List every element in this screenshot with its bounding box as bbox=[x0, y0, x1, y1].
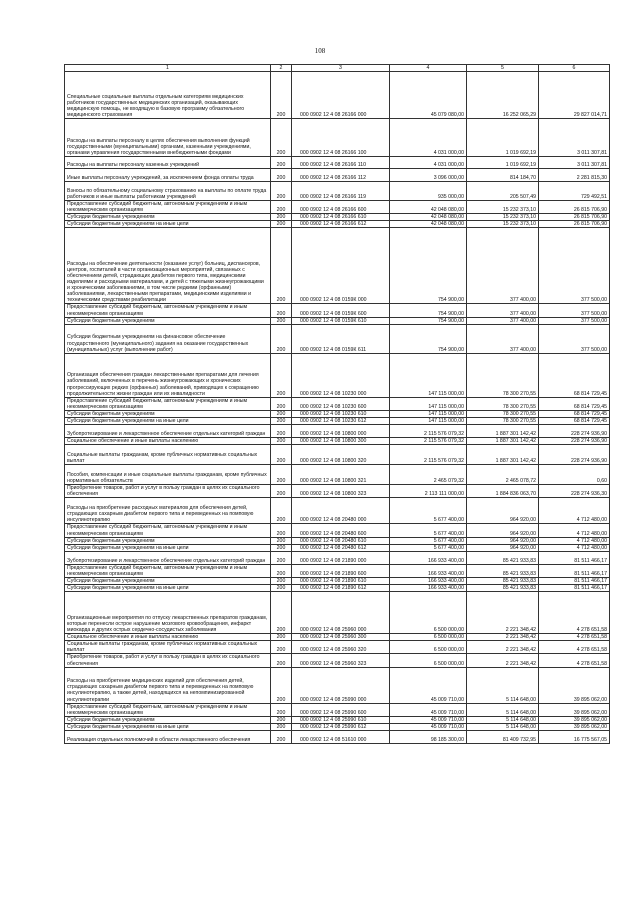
expense-name-cell: Субсидии бюджетным учреждениям bbox=[65, 716, 271, 723]
table-row bbox=[65, 157, 610, 169]
unexecuted-amount-cell: 3 011 307,81 bbox=[539, 119, 610, 157]
approved-budget-cell: 45 009 710,00 bbox=[390, 667, 467, 703]
executed-amount-cell: 78 300 270,55 bbox=[467, 418, 539, 425]
admin-code-cell: 200 bbox=[271, 592, 292, 634]
budget-classification-code-cell: 000 0902 12 4 08 21890 000 bbox=[292, 551, 390, 564]
executed-amount-cell: 5 114 648,00 bbox=[467, 703, 539, 716]
table-row bbox=[65, 723, 610, 730]
admin-code-cell: 200 bbox=[271, 72, 292, 119]
budget-classification-code-cell: 000 0902 12 4 08 26166 119 bbox=[292, 182, 390, 201]
budget-classification-code-cell: 000 0902 12 4 08 25960 000 bbox=[292, 592, 390, 634]
unexecuted-amount-cell: 729 492,51 bbox=[539, 182, 610, 201]
expense-name-cell: Расходы на выплаты персоналу казенных учреждений bbox=[65, 157, 271, 169]
budget-classification-code-cell: 000 0902 12 4 08 10230 000 bbox=[292, 353, 390, 397]
column-header: 1 bbox=[65, 65, 271, 72]
unexecuted-amount-cell: 68 814 729,45 bbox=[539, 418, 610, 425]
budget-classification-code-cell: 000 0902 12 4 08 0159К 611 bbox=[292, 324, 390, 353]
column-header: 6 bbox=[539, 65, 610, 72]
unexecuted-amount-cell: 39 895 062,00 bbox=[539, 716, 610, 723]
table-row bbox=[65, 397, 610, 410]
executed-amount-cell: 85 421 933,83 bbox=[467, 551, 539, 564]
budget-classification-code-cell: 000 0902 12 4 08 25990 600 bbox=[292, 703, 390, 716]
unexecuted-amount-cell: 29 827 014,71 bbox=[539, 72, 610, 119]
expense-name-cell: Субсидии бюджетным учреждениям bbox=[65, 410, 271, 417]
approved-budget-cell: 45 009 710,00 bbox=[390, 716, 467, 723]
unexecuted-amount-cell: 4 278 651,58 bbox=[539, 592, 610, 634]
unexecuted-amount-cell: 228 274 936,90 bbox=[539, 445, 610, 465]
executed-amount-cell: 1 887 301 142,42 bbox=[467, 425, 539, 438]
admin-code-cell: 200 bbox=[271, 577, 292, 584]
executed-amount-cell: 85 421 933,83 bbox=[467, 585, 539, 592]
table-row bbox=[65, 634, 610, 641]
budget-classification-code-cell: 000 0902 12 4 08 26166 100 bbox=[292, 119, 390, 157]
admin-code-cell: 200 bbox=[271, 438, 292, 445]
approved-budget-cell: 166 933 400,00 bbox=[390, 577, 467, 584]
approved-budget-cell: 42 048 080,00 bbox=[390, 221, 467, 228]
unexecuted-amount-cell: 16 775 567,05 bbox=[539, 731, 610, 744]
expense-name-cell: Организационные мероприятия по отпуску лекарственных препаратов гражданам, которые перенесли острое нарушение мозгового кровообращения, инфаркт миокарда и других острых сердечно-сосудистых заболевания bbox=[65, 592, 271, 634]
budget-classification-code-cell: 000 0902 12 4 08 0159К 610 bbox=[292, 317, 390, 324]
executed-amount-cell: 1 884 836 063,70 bbox=[467, 485, 539, 498]
unexecuted-amount-cell: 68 814 729,45 bbox=[539, 410, 610, 417]
admin-code-cell: 200 bbox=[271, 201, 292, 214]
approved-budget-cell: 754 900,00 bbox=[390, 324, 467, 353]
approved-budget-cell: 147 115 000,00 bbox=[390, 353, 467, 397]
table-row bbox=[65, 201, 610, 214]
admin-code-cell: 200 bbox=[271, 634, 292, 641]
budget-classification-code-cell: 000 0902 12 4 08 25960 320 bbox=[292, 641, 390, 654]
unexecuted-amount-cell: 0,60 bbox=[539, 465, 610, 485]
expense-name-cell: Субсидии бюджетным учреждениям bbox=[65, 317, 271, 324]
admin-code-cell: 200 bbox=[271, 731, 292, 744]
admin-code-cell: 200 bbox=[271, 353, 292, 397]
expense-name-cell: Субсидии бюджетным учреждениям на иные цели bbox=[65, 221, 271, 228]
column-header: 4 bbox=[390, 65, 467, 72]
executed-amount-cell: 1 019 692,19 bbox=[467, 119, 539, 157]
approved-budget-cell: 754 900,00 bbox=[390, 304, 467, 317]
admin-code-cell: 200 bbox=[271, 716, 292, 723]
admin-code-cell: 200 bbox=[271, 551, 292, 564]
budget-classification-code-cell: 000 0902 12 4 08 26166 112 bbox=[292, 169, 390, 182]
executed-amount-cell: 85 421 933,83 bbox=[467, 564, 539, 577]
approved-budget-cell: 147 115 000,00 bbox=[390, 410, 467, 417]
executed-amount-cell: 1 887 301 142,42 bbox=[467, 445, 539, 465]
expense-name-cell: Субсидии бюджетным учреждениям на иные цели bbox=[65, 723, 271, 730]
column-number-row bbox=[65, 65, 610, 72]
admin-code-cell: 200 bbox=[271, 524, 292, 537]
expense-name-cell: Субсидии бюджетным учреждениям на иные цели bbox=[65, 544, 271, 551]
admin-code-cell: 200 bbox=[271, 119, 292, 157]
budget-classification-code-cell: 000 0902 12 4 08 25960 323 bbox=[292, 654, 390, 667]
unexecuted-amount-cell: 4 278 651,58 bbox=[539, 654, 610, 667]
table-row bbox=[65, 524, 610, 537]
table-row bbox=[65, 182, 610, 201]
unexecuted-amount-cell: 26 815 706,90 bbox=[539, 221, 610, 228]
budget-classification-code-cell: 000 0902 12 4 08 21890 600 bbox=[292, 564, 390, 577]
executed-amount-cell: 85 421 933,83 bbox=[467, 577, 539, 584]
executed-amount-cell: 377 400,00 bbox=[467, 228, 539, 304]
admin-code-cell: 200 bbox=[271, 544, 292, 551]
table-row bbox=[65, 564, 610, 577]
unexecuted-amount-cell: 4 712 480,00 bbox=[539, 524, 610, 537]
budget-classification-code-cell: 000 0902 12 4 08 10800 000 bbox=[292, 425, 390, 438]
expense-name-cell: Социальные выплаты гражданам, кроме публичных нормативных социальных выплат bbox=[65, 641, 271, 654]
expense-name-cell: Предоставление субсидий бюджетным, автономным учреждениям и иным некоммерческим организациям bbox=[65, 201, 271, 214]
unexecuted-amount-cell: 228 274 936,90 bbox=[539, 425, 610, 438]
budget-classification-code-cell: 000 0902 12 4 08 26166 612 bbox=[292, 221, 390, 228]
admin-code-cell: 200 bbox=[271, 465, 292, 485]
column-header: 2 bbox=[271, 65, 292, 72]
unexecuted-amount-cell: 26 815 706,90 bbox=[539, 201, 610, 214]
approved-budget-cell: 147 115 000,00 bbox=[390, 418, 467, 425]
executed-amount-cell: 5 114 648,00 bbox=[467, 667, 539, 703]
budget-classification-code-cell: 000 0902 12 4 08 20480 610 bbox=[292, 537, 390, 544]
table-row bbox=[65, 119, 610, 157]
table-row bbox=[65, 537, 610, 544]
approved-budget-cell: 3 096 000,00 bbox=[390, 169, 467, 182]
budget-classification-code-cell: 000 0902 12 4 08 0159К 000 bbox=[292, 228, 390, 304]
admin-code-cell: 200 bbox=[271, 703, 292, 716]
budget-classification-code-cell: 000 0902 12 4 08 25960 300 bbox=[292, 634, 390, 641]
approved-budget-cell: 5 677 400,00 bbox=[390, 498, 467, 524]
unexecuted-amount-cell: 377 500,00 bbox=[539, 317, 610, 324]
table-row bbox=[65, 418, 610, 425]
executed-amount-cell: 5 114 648,00 bbox=[467, 716, 539, 723]
approved-budget-cell: 45 009 710,00 bbox=[390, 703, 467, 716]
table-row bbox=[65, 641, 610, 654]
expense-name-cell: Приобретение товаров, работ и услуг в пользу граждан в целях их социального обеспечения bbox=[65, 485, 271, 498]
admin-code-cell: 200 bbox=[271, 324, 292, 353]
approved-budget-cell: 754 900,00 bbox=[390, 228, 467, 304]
executed-amount-cell: 377 400,00 bbox=[467, 317, 539, 324]
unexecuted-amount-cell: 2 281 815,30 bbox=[539, 169, 610, 182]
admin-code-cell: 200 bbox=[271, 228, 292, 304]
executed-amount-cell: 964 920,00 bbox=[467, 537, 539, 544]
budget-classification-code-cell: 000 0902 12 4 08 10230 612 bbox=[292, 418, 390, 425]
executed-amount-cell: 15 232 373,10 bbox=[467, 201, 539, 214]
budget-classification-code-cell: 000 0902 12 4 08 26166 610 bbox=[292, 214, 390, 221]
approved-budget-cell: 2 115 576 079,32 bbox=[390, 438, 467, 445]
executed-amount-cell: 964 920,00 bbox=[467, 498, 539, 524]
expense-name-cell: Субсидии бюджетным учреждениям bbox=[65, 577, 271, 584]
table-row bbox=[65, 731, 610, 744]
table-row bbox=[65, 214, 610, 221]
admin-code-cell: 200 bbox=[271, 641, 292, 654]
budget-classification-code-cell: 000 0902 12 4 08 20480 600 bbox=[292, 524, 390, 537]
column-header: 3 bbox=[292, 65, 390, 72]
unexecuted-amount-cell: 228 274 936,30 bbox=[539, 485, 610, 498]
executed-amount-cell: 964 920,00 bbox=[467, 524, 539, 537]
budget-classification-code-cell: 000 0902 12 4 08 51610 000 bbox=[292, 731, 390, 744]
unexecuted-amount-cell: 3 011 307,81 bbox=[539, 157, 610, 169]
unexecuted-amount-cell: 228 274 936,90 bbox=[539, 438, 610, 445]
approved-budget-cell: 45 079 080,00 bbox=[390, 72, 467, 119]
table-row bbox=[65, 353, 610, 397]
executed-amount-cell: 2 221 348,42 bbox=[467, 592, 539, 634]
table-row bbox=[65, 667, 610, 703]
executed-amount-cell: 78 300 270,55 bbox=[467, 410, 539, 417]
table-row bbox=[65, 169, 610, 182]
executed-amount-cell: 78 300 270,55 bbox=[467, 353, 539, 397]
approved-budget-cell: 935 000,00 bbox=[390, 182, 467, 201]
unexecuted-amount-cell: 4 278 651,58 bbox=[539, 634, 610, 641]
admin-code-cell: 200 bbox=[271, 654, 292, 667]
admin-code-cell: 200 bbox=[271, 498, 292, 524]
budget-classification-code-cell: 000 0902 12 4 08 21890 612 bbox=[292, 585, 390, 592]
table-row bbox=[65, 485, 610, 498]
table-row bbox=[65, 445, 610, 465]
unexecuted-amount-cell: 377 500,00 bbox=[539, 304, 610, 317]
unexecuted-amount-cell: 377 500,00 bbox=[539, 324, 610, 353]
executed-amount-cell: 377 400,00 bbox=[467, 324, 539, 353]
expense-name-cell: Иные выплаты персоналу учреждений, за исключением фонда оплаты труда bbox=[65, 169, 271, 182]
executed-amount-cell: 964 920,00 bbox=[467, 544, 539, 551]
admin-code-cell: 200 bbox=[271, 485, 292, 498]
expense-name-cell: Взносы по обязательному социальному страхованию на выплаты по оплате труда работников и иные выплаты работникам учреждений bbox=[65, 182, 271, 201]
unexecuted-amount-cell: 81 511 466,17 bbox=[539, 564, 610, 577]
expense-name-cell: Расходы на обеспечение деятельности (оказание услуг) больниц, диспансеров, центров, госпиталей в части организационных мероприятий, связанных с обеспечением детей, страдающих диабетом первого типа, медицинскими изделиями и расходными материалами, и детей с тяжелыми жизнеугрожающими и хроническими заболеваниями, в том числе редкими (орфанными) заболеваниями, лекарственными препаратами, медицинскими изделиями и техническими средствами реабилитации bbox=[65, 228, 271, 304]
executed-amount-cell: 205 507,49 bbox=[467, 182, 539, 201]
budget-classification-code-cell: 000 0902 12 4 08 25990 610 bbox=[292, 716, 390, 723]
expense-name-cell: Субсидии бюджетным учреждениям на иные цели bbox=[65, 585, 271, 592]
admin-code-cell: 200 bbox=[271, 537, 292, 544]
table-row bbox=[65, 72, 610, 119]
table-row bbox=[65, 228, 610, 304]
admin-code-cell: 200 bbox=[271, 214, 292, 221]
table-row bbox=[65, 465, 610, 485]
table-row bbox=[65, 592, 610, 634]
table-row bbox=[65, 498, 610, 524]
admin-code-cell: 200 bbox=[271, 182, 292, 201]
approved-budget-cell: 42 048 080,00 bbox=[390, 201, 467, 214]
admin-code-cell: 200 bbox=[271, 564, 292, 577]
expense-name-cell: Расходы на приобретение медицинских изделий для обеспечения детей, страдающих сахарным диабетом первого типа и переведенных на помповую инсулинотерапию, а также детей, находящихся на непомпинизированной инсулинотерапии bbox=[65, 667, 271, 703]
executed-amount-cell: 2 221 348,42 bbox=[467, 654, 539, 667]
expense-name-cell: Реализация отдельных полномочий в области лекарственного обеспечения bbox=[65, 731, 271, 744]
approved-budget-cell: 5 677 400,00 bbox=[390, 544, 467, 551]
approved-budget-cell: 6 500 000,00 bbox=[390, 641, 467, 654]
executed-amount-cell: 5 114 648,00 bbox=[467, 723, 539, 730]
budget-classification-code-cell: 000 0902 12 4 08 10230 600 bbox=[292, 397, 390, 410]
executed-amount-cell: 78 300 270,55 bbox=[467, 397, 539, 410]
budget-classification-code-cell: 000 0902 12 4 08 20480 000 bbox=[292, 498, 390, 524]
budget-classification-code-cell: 000 0902 12 4 08 21890 610 bbox=[292, 577, 390, 584]
table-row bbox=[65, 438, 610, 445]
approved-budget-cell: 166 933 400,00 bbox=[390, 551, 467, 564]
approved-budget-cell: 42 048 080,00 bbox=[390, 214, 467, 221]
table-row bbox=[65, 577, 610, 584]
expense-name-cell: Приобретение товаров, работ и услуг в пользу граждан в целях их социального обеспечения bbox=[65, 654, 271, 667]
executed-amount-cell: 814 184,70 bbox=[467, 169, 539, 182]
expense-name-cell: Предоставление субсидий бюджетным, автономным учреждениям и иным некоммерческим организациям bbox=[65, 397, 271, 410]
unexecuted-amount-cell: 4 712 480,00 bbox=[539, 537, 610, 544]
executed-amount-cell: 2 221 348,42 bbox=[467, 634, 539, 641]
approved-budget-cell: 6 500 000,00 bbox=[390, 654, 467, 667]
table-row bbox=[65, 410, 610, 417]
unexecuted-amount-cell: 81 511 466,17 bbox=[539, 551, 610, 564]
approved-budget-cell: 166 933 400,00 bbox=[390, 585, 467, 592]
unexecuted-amount-cell: 81 511 466,17 bbox=[539, 577, 610, 584]
approved-budget-cell: 5 677 400,00 bbox=[390, 537, 467, 544]
admin-code-cell: 200 bbox=[271, 723, 292, 730]
table-row bbox=[65, 324, 610, 353]
approved-budget-cell: 4 031 000,00 bbox=[390, 119, 467, 157]
table-row bbox=[65, 544, 610, 551]
budget-classification-code-cell: 000 0902 12 4 08 25990 000 bbox=[292, 667, 390, 703]
table-row bbox=[65, 654, 610, 667]
approved-budget-cell: 5 677 400,00 bbox=[390, 524, 467, 537]
unexecuted-amount-cell: 39 895 062,00 bbox=[539, 723, 610, 730]
admin-code-cell: 200 bbox=[271, 397, 292, 410]
table-row bbox=[65, 716, 610, 723]
approved-budget-cell: 2 115 576 079,32 bbox=[390, 445, 467, 465]
table-row bbox=[65, 551, 610, 564]
budget-classification-code-cell: 000 0902 12 4 08 26166 600 bbox=[292, 201, 390, 214]
expense-name-cell: Социальное обеспечение и иные выплаты населению bbox=[65, 634, 271, 641]
unexecuted-amount-cell: 377 500,00 bbox=[539, 228, 610, 304]
expense-name-cell: Субсидии бюджетным учреждениям на иные цели bbox=[65, 418, 271, 425]
unexecuted-amount-cell: 26 815 706,90 bbox=[539, 214, 610, 221]
expense-name-cell: Организация обеспечения граждан лекарственными препаратами для лечения заболеваний, включенных в перечень жизнеугрожающих и хронических прогрессирующих редких (орфанных) заболеваний, приводящих к сокращению продолжительности жизни граждан или их инвалидности bbox=[65, 353, 271, 397]
table-row bbox=[65, 703, 610, 716]
expense-name-cell: Зубопротезирование и лекарственное обеспечение отдельных категорий граждан bbox=[65, 551, 271, 564]
executed-amount-cell: 15 232 373,10 bbox=[467, 221, 539, 228]
budget-classification-code-cell: 000 0902 12 4 08 25990 612 bbox=[292, 723, 390, 730]
budget-classification-code-cell: 000 0902 12 4 08 10800 320 bbox=[292, 445, 390, 465]
executed-amount-cell: 1 887 301 142,42 bbox=[467, 438, 539, 445]
admin-code-cell: 200 bbox=[271, 445, 292, 465]
admin-code-cell: 200 bbox=[271, 304, 292, 317]
approved-budget-cell: 754 900,00 bbox=[390, 317, 467, 324]
table-row bbox=[65, 585, 610, 592]
unexecuted-amount-cell: 4 278 651,58 bbox=[539, 641, 610, 654]
approved-budget-cell: 147 115 000,00 bbox=[390, 397, 467, 410]
executed-amount-cell: 81 409 732,95 bbox=[467, 731, 539, 744]
table-row bbox=[65, 304, 610, 317]
admin-code-cell: 200 bbox=[271, 410, 292, 417]
unexecuted-amount-cell: 39 895 062,00 bbox=[539, 703, 610, 716]
expense-name-cell: Субсидии бюджетным учреждениям bbox=[65, 214, 271, 221]
expense-name-cell: Специальные социальные выплаты отдельным категориям медицинских работников государственных медицинских организаций, оказывающих медицинскую помощь, не входящую в базовую программу обязательного медицинского страхования bbox=[65, 72, 271, 119]
expense-name-cell: Расходы на выплаты персоналу в целях обеспечения выполнения функций государственными (муниципальными) органами, казенными учреждениями, органами управления государственными внебюджетными фондами bbox=[65, 119, 271, 157]
expense-name-cell: Предоставление субсидий бюджетным, автономным учреждениям и иным некоммерческим организациям bbox=[65, 564, 271, 577]
budget-classification-code-cell: 000 0902 12 4 08 10800 300 bbox=[292, 438, 390, 445]
executed-amount-cell: 16 252 065,29 bbox=[467, 72, 539, 119]
budget-classification-code-cell: 000 0902 12 4 08 10800 323 bbox=[292, 485, 390, 498]
admin-code-cell: 200 bbox=[271, 418, 292, 425]
table-row bbox=[65, 425, 610, 438]
budget-classification-code-cell: 000 0902 12 4 08 0159К 600 bbox=[292, 304, 390, 317]
unexecuted-amount-cell: 39 895 062,00 bbox=[539, 667, 610, 703]
budget-classification-code-cell: 000 0902 12 4 08 20480 612 bbox=[292, 544, 390, 551]
unexecuted-amount-cell: 81 511 466,17 bbox=[539, 585, 610, 592]
budget-classification-code-cell: 000 0902 12 4 08 10800 321 bbox=[292, 465, 390, 485]
approved-budget-cell: 98 185 300,00 bbox=[390, 731, 467, 744]
expense-name-cell: Предоставление субсидий бюджетным, автономным учреждениям и иным некоммерческим организациям bbox=[65, 304, 271, 317]
table-row bbox=[65, 317, 610, 324]
admin-code-cell: 200 bbox=[271, 425, 292, 438]
approved-budget-cell: 2 115 576 079,32 bbox=[390, 425, 467, 438]
budget-classification-code-cell: 000 0902 12 4 08 26166 000 bbox=[292, 72, 390, 119]
unexecuted-amount-cell: 4 712 480,00 bbox=[539, 544, 610, 551]
approved-budget-cell: 6 500 000,00 bbox=[390, 634, 467, 641]
admin-code-cell: 200 bbox=[271, 667, 292, 703]
expense-name-cell: Социальные выплаты гражданам, кроме публичных нормативных социальных выплат bbox=[65, 445, 271, 465]
budget-execution-table bbox=[64, 64, 610, 744]
expense-name-cell: Расходы на приобретение расходных материалов для обеспечения детей, страдающих сахарным диабетом первого типа и переведенных на помповую инсулинотерапию bbox=[65, 498, 271, 524]
approved-budget-cell: 2 465 079,32 bbox=[390, 465, 467, 485]
unexecuted-amount-cell: 4 712 480,00 bbox=[539, 498, 610, 524]
unexecuted-amount-cell: 68 814 729,45 bbox=[539, 353, 610, 397]
expense-name-cell: Предоставление субсидий бюджетным, автономным учреждениям и иным некоммерческим организациям bbox=[65, 703, 271, 716]
expense-name-cell: Субсидии бюджетным учреждениям на финансовое обеспечение государственного (муниципального) задания на оказание государственных (муниципальных) услуг (выполнение работ) bbox=[65, 324, 271, 353]
admin-code-cell: 200 bbox=[271, 317, 292, 324]
executed-amount-cell: 15 232 373,10 bbox=[467, 214, 539, 221]
expense-name-cell: Социальное обеспечение и иные выплаты населению bbox=[65, 438, 271, 445]
expense-name-cell: Пособия, компенсации и иные социальные выплаты гражданам, кроме публичных нормативных обязательств bbox=[65, 465, 271, 485]
approved-budget-cell: 2 113 111 000,00 bbox=[390, 485, 467, 498]
column-header: 5 bbox=[467, 65, 539, 72]
budget-classification-code-cell: 000 0902 12 4 08 10230 610 bbox=[292, 410, 390, 417]
admin-code-cell: 200 bbox=[271, 221, 292, 228]
expense-name-cell: Зубопротезирование и лекарственное обеспечение отдельных категорий граждан bbox=[65, 425, 271, 438]
budget-classification-code-cell: 000 0902 12 4 08 26166 110 bbox=[292, 157, 390, 169]
approved-budget-cell: 166 933 400,00 bbox=[390, 564, 467, 577]
admin-code-cell: 200 bbox=[271, 169, 292, 182]
executed-amount-cell: 377 400,00 bbox=[467, 304, 539, 317]
executed-amount-cell: 1 019 692,19 bbox=[467, 157, 539, 169]
approved-budget-cell: 6 500 000,00 bbox=[390, 592, 467, 634]
table-row bbox=[65, 221, 610, 228]
approved-budget-cell: 4 031 000,00 bbox=[390, 157, 467, 169]
executed-amount-cell: 2 465 078,72 bbox=[467, 465, 539, 485]
executed-amount-cell: 2 221 348,42 bbox=[467, 641, 539, 654]
expense-name-cell: Предоставление субсидий бюджетным, автономным учреждениям и иным некоммерческим организациям bbox=[65, 524, 271, 537]
admin-code-cell: 200 bbox=[271, 585, 292, 592]
unexecuted-amount-cell: 68 814 729,45 bbox=[539, 397, 610, 410]
admin-code-cell: 200 bbox=[271, 157, 292, 169]
page-number: 108 bbox=[314, 47, 326, 55]
expense-name-cell: Субсидии бюджетным учреждениям bbox=[65, 537, 271, 544]
approved-budget-cell: 45 009 710,00 bbox=[390, 723, 467, 730]
